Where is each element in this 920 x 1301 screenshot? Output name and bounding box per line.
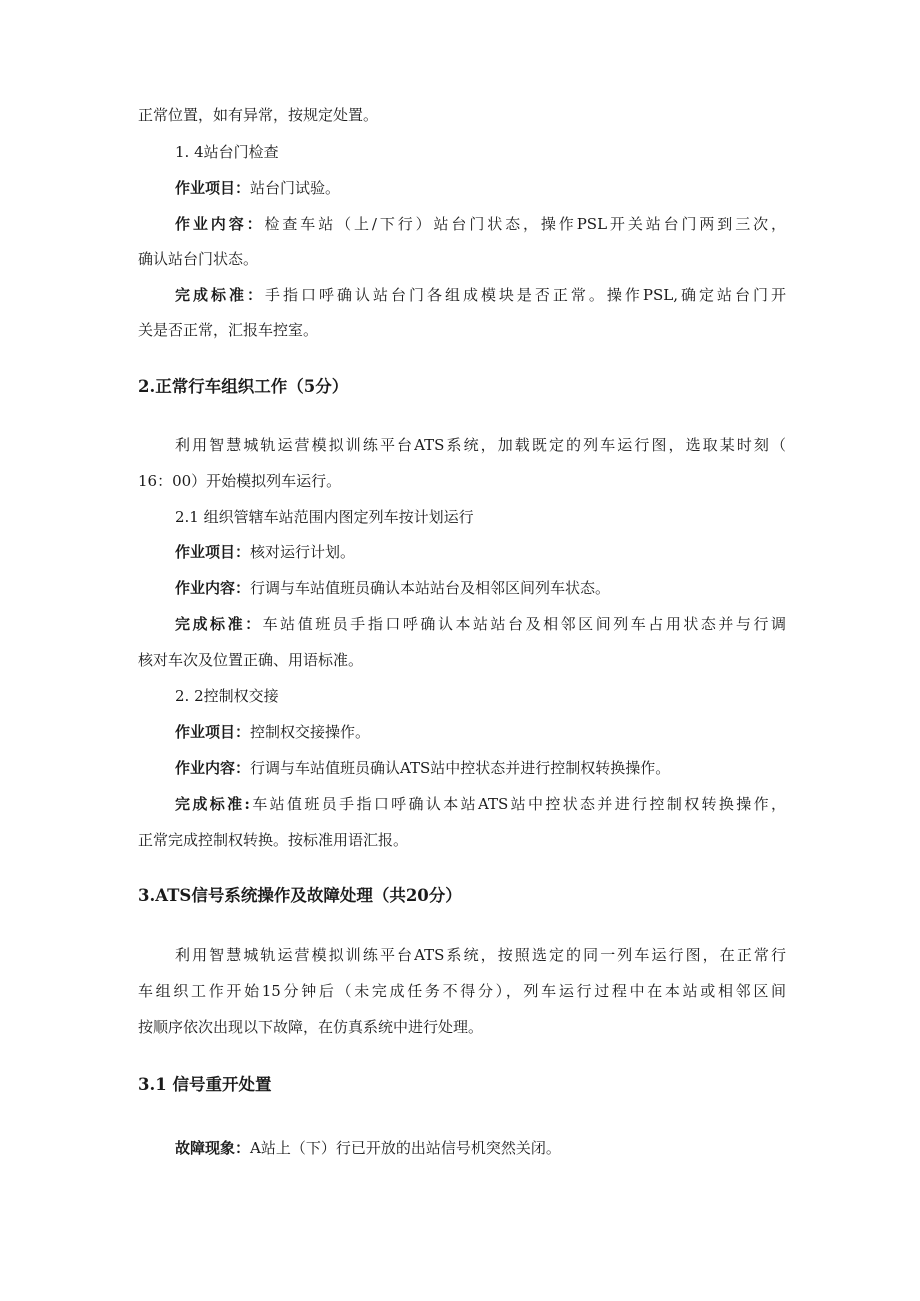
paragraph-line: 核对车次及位置正确、用语标准。 <box>138 651 364 669</box>
field-value: 手指口呼确认站台门各组成模块是否正常。操作PSL,确定站台门开 <box>264 286 786 304</box>
paragraph-line: 关是否正常，汇报车控室。 <box>138 321 319 339</box>
paragraph-line: 利用智慧城轨运营模拟训练平台ATS系统，按照选定的同一列车运行图，在正常行 <box>175 946 786 964</box>
field-label: 完成标准: <box>175 795 250 813</box>
field-label: 完成标准： <box>175 286 265 304</box>
paragraph-line: 利用智慧城轨运营模拟训练平台ATS系统，加载既定的列车运行图，选取某时刻（ <box>175 436 786 454</box>
paragraph-line: 16：00）开始模拟列车运行。 <box>138 472 342 490</box>
field-value: 检查车站（上/下行）站台门状态，操作PSL开关站台门两到三次， <box>264 215 786 233</box>
field-value: 核对运行计划。 <box>250 543 356 561</box>
subsection-heading: 2. 2控制权交接 <box>175 687 279 705</box>
work-item-line <box>175 178 340 198</box>
work-content-line <box>175 214 786 234</box>
completion-standard-line <box>175 794 786 814</box>
field-label: 作业内容： <box>175 215 265 233</box>
work-item-line <box>175 722 370 742</box>
paragraph-line: 正常位置，如有异常，按规定处置。 <box>138 106 379 124</box>
field-label: 作业项目： <box>175 179 251 197</box>
fault-phenomenon-line <box>175 1138 561 1158</box>
paragraph-line: 正常完成控制权转换。按标准用语汇报。 <box>138 831 409 849</box>
section-heading: 3.ATS信号系统操作及故障处理（共20分） <box>138 886 462 905</box>
field-value: 控制权交接操作。 <box>250 723 371 741</box>
paragraph-line: 按顺序依次出现以下故障，在仿真系统中进行处理。 <box>138 1018 484 1036</box>
work-item-line <box>175 542 355 562</box>
subsection-heading: 1. 4站台门检查 <box>175 143 279 161</box>
subsection-heading: 3.1 信号重开处置 <box>138 1075 272 1094</box>
paragraph-line: 车组织工作开始15分钟后（未完成任务不得分），列车运行过程中在本站或相邻区间 <box>138 982 786 1000</box>
field-label: 完成标准： <box>175 615 263 633</box>
field-label: 作业内容： <box>175 579 251 597</box>
field-value: A站上（下）行已开放的出站信号机突然关闭。 <box>250 1139 561 1157</box>
field-label: 作业项目： <box>175 543 251 561</box>
section-heading: 2.正常行车组织工作（5分） <box>138 377 349 396</box>
work-content-line <box>175 758 670 778</box>
field-value: 行调与车站值班员确认ATS站中控状态并进行控制权转换操作。 <box>250 759 671 777</box>
work-content-line <box>175 578 610 598</box>
field-label: 故障现象： <box>175 1139 251 1157</box>
field-value: 行调与车站值班员确认本站站台及相邻区间列车状态。 <box>250 579 611 597</box>
field-value: 站台门试验。 <box>250 179 341 197</box>
subsection-heading: 2.1 组织管辖车站范围内图定列车按计划运行 <box>175 508 474 526</box>
field-label: 作业项目： <box>175 723 251 741</box>
field-value: 车站值班员手指口呼确认本站ATS站中控状态并进行控制权转换操作， <box>249 795 786 813</box>
paragraph-line: 确认站台门状态。 <box>138 250 259 268</box>
field-value: 车站值班员手指口呼确认本站站台及相邻区间列车占用状态并与行调 <box>262 615 786 633</box>
completion-standard-line <box>175 614 786 634</box>
completion-standard-line <box>175 285 786 305</box>
field-label: 作业内容： <box>175 759 251 777</box>
